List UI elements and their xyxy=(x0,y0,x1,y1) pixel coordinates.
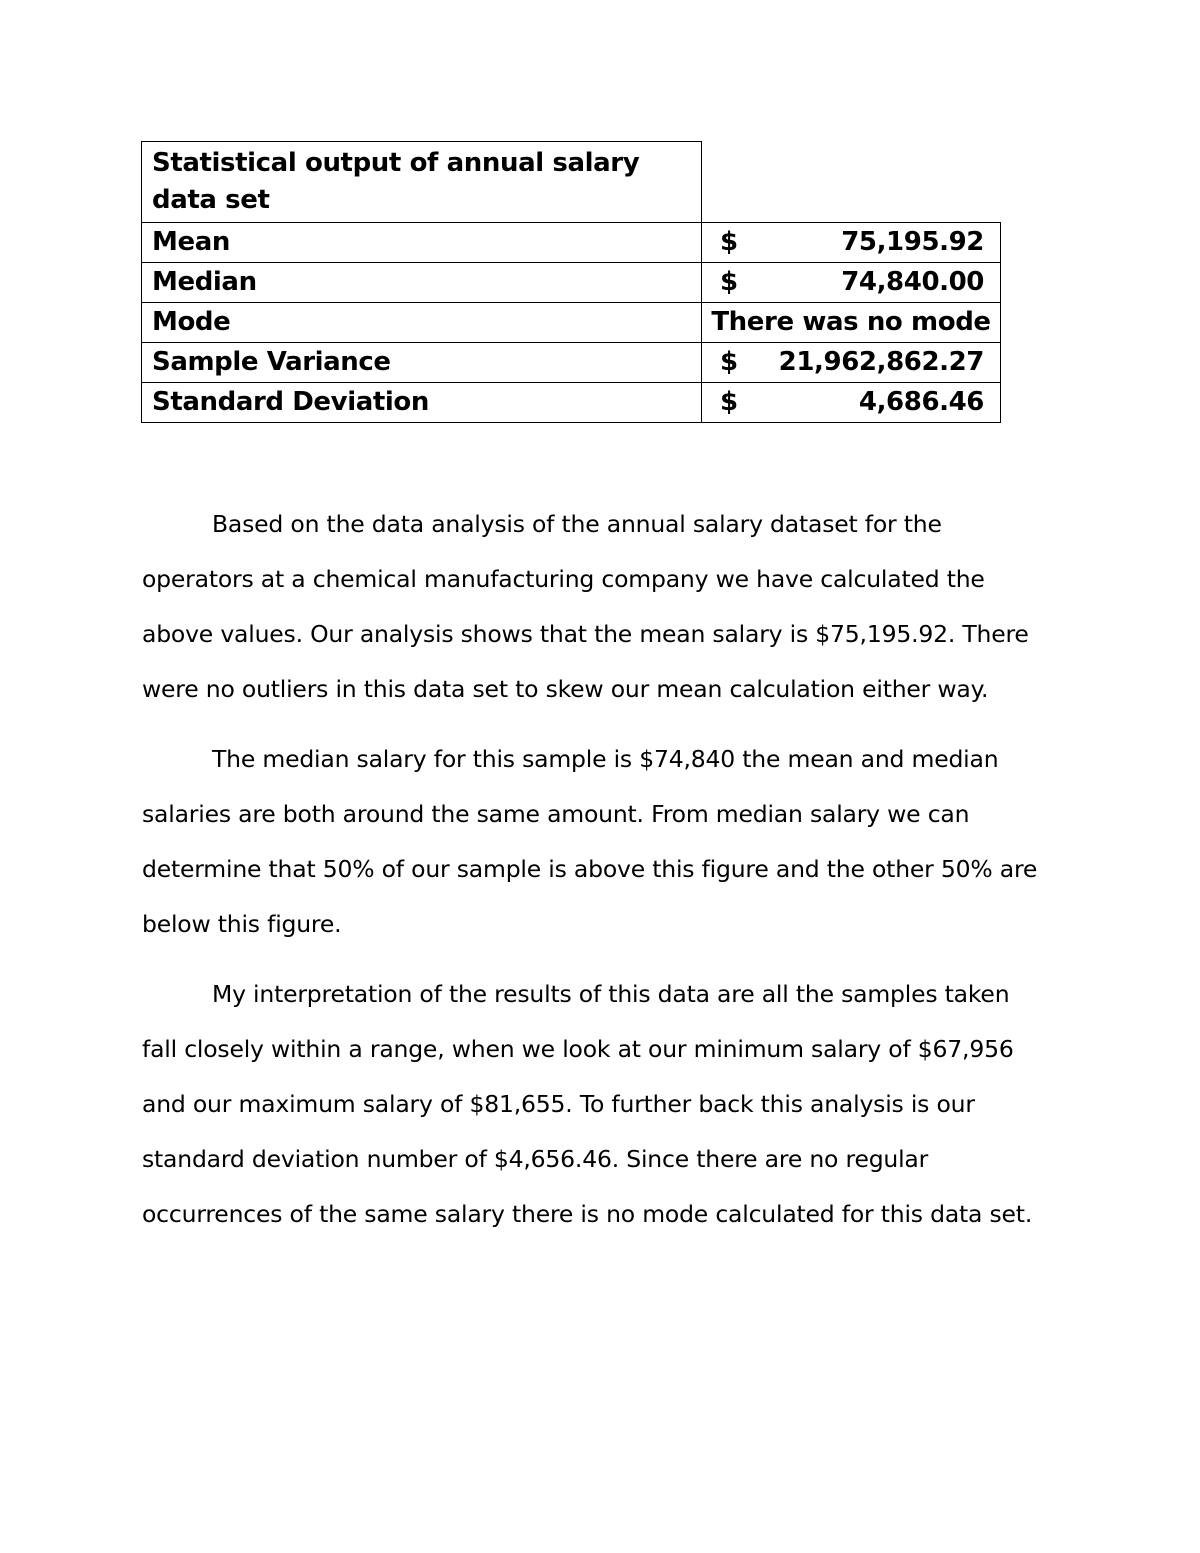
text-line: below this figure. xyxy=(142,910,342,938)
row-label: Mode xyxy=(142,303,702,343)
row-value: 21,962,862.27 xyxy=(778,347,984,377)
row-value-cell xyxy=(702,223,1001,263)
text-line: occurrences of the same salary there is no mode calculated for this data set. xyxy=(142,1200,1033,1228)
table-title-empty-cell xyxy=(702,142,1001,223)
text-line: The median salary for this sample is $74,840 the mean and median xyxy=(212,745,999,773)
text-line: were no outliers in this data set to skew our mean calculation either way. xyxy=(142,675,989,703)
row-value-cell xyxy=(702,263,1001,303)
text-line: and our maximum salary of $81,655. To further back this analysis is our xyxy=(142,1090,975,1118)
row-label: Median xyxy=(142,263,702,303)
paragraph-mean xyxy=(142,497,1072,717)
row-value: 75,195.92 xyxy=(841,227,984,257)
text-line: standard deviation number of $4,656.46. Since there are no regular xyxy=(142,1145,929,1173)
text-line: operators at a chemical manufacturing company we have calculated the xyxy=(142,565,985,593)
row-value: There was no mode xyxy=(702,303,1001,343)
row-label: Standard Deviation xyxy=(142,383,702,423)
table-row-standard-deviation xyxy=(142,383,1001,423)
table-row-mode xyxy=(142,303,1001,343)
table-row-mean xyxy=(142,223,1001,263)
row-label: Mean xyxy=(142,223,702,263)
table-title: Statistical output of annual salary data set xyxy=(142,142,702,223)
row-value: 4,686.46 xyxy=(858,387,984,417)
paragraph-interpretation xyxy=(142,967,1072,1242)
table-row-median xyxy=(142,263,1001,303)
currency-symbol: $ xyxy=(720,387,738,417)
row-value: 74,840.00 xyxy=(841,267,984,297)
currency-symbol: $ xyxy=(720,267,738,297)
text-line: above values. Our analysis shows that the mean salary is $75,195.92. There xyxy=(142,620,1029,648)
table-row-sample-variance xyxy=(142,343,1001,383)
row-value-cell xyxy=(702,343,1001,383)
text-line: My interpretation of the results of this data are all the samples taken xyxy=(212,980,1010,1008)
analysis-body xyxy=(142,497,1072,1257)
text-line: salaries are both around the same amount. From median salary we can xyxy=(142,800,970,828)
currency-symbol: $ xyxy=(720,227,738,257)
table-title-row xyxy=(142,142,1001,223)
paragraph-median xyxy=(142,732,1072,952)
text-line: Based on the data analysis of the annual salary dataset for the xyxy=(212,510,942,538)
row-value-cell xyxy=(702,383,1001,423)
currency-symbol: $ xyxy=(720,347,738,377)
row-label: Sample Variance xyxy=(142,343,702,383)
text-line: determine that 50% of our sample is above this figure and the other 50% are xyxy=(142,855,1038,883)
statistics-table xyxy=(141,141,1001,423)
text-line: fall closely within a range, when we look at our minimum salary of $67,956 xyxy=(142,1035,1014,1063)
